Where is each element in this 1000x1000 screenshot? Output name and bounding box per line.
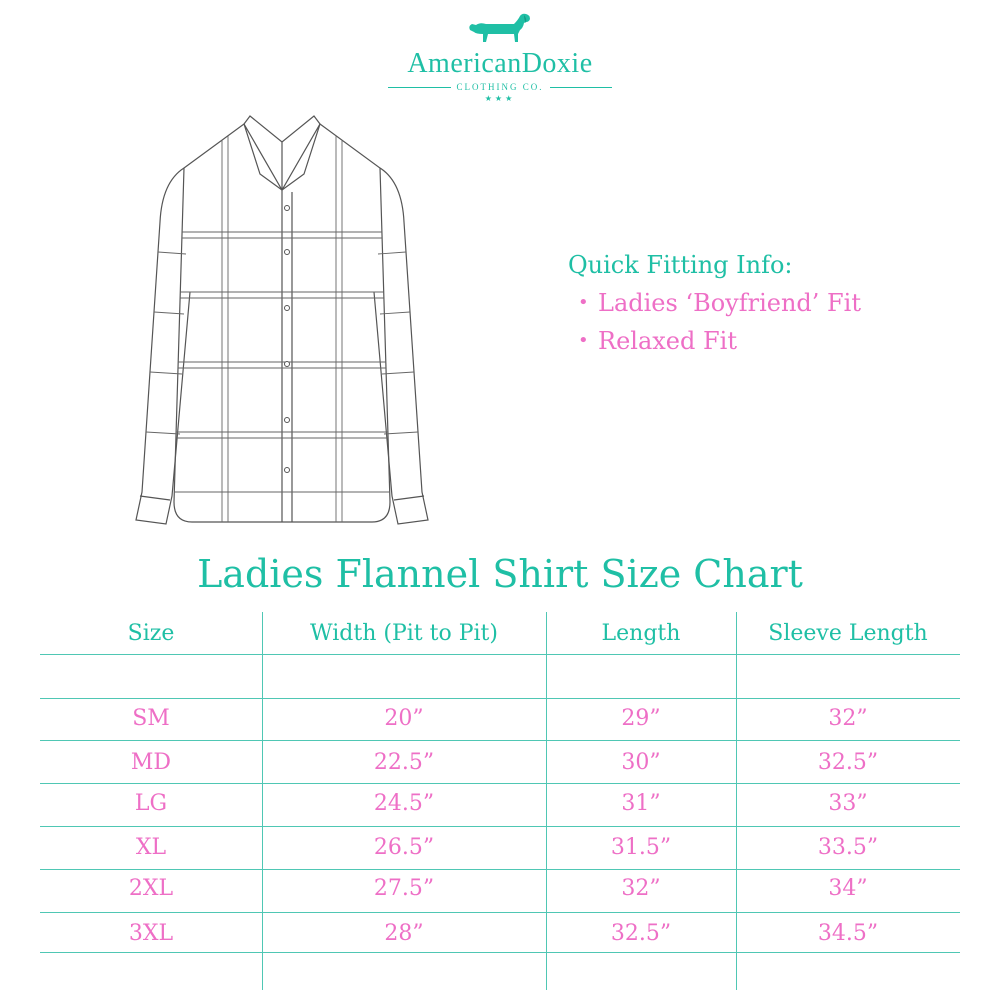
brand-subline xyxy=(388,82,612,92)
cell-sleeve-length: 34” xyxy=(828,876,868,901)
size-table xyxy=(40,612,960,992)
table-row xyxy=(40,914,960,954)
cell-width: 22.5” xyxy=(373,750,435,775)
cell-sleeve-length: 32” xyxy=(828,706,868,731)
column-header-sleeve-length: Sleeve Length xyxy=(768,621,928,646)
fitting-list xyxy=(568,284,968,360)
column-header-length: Length xyxy=(601,621,681,646)
cell-sleeve-length: 33” xyxy=(828,791,868,816)
cell-width: 26.5” xyxy=(373,835,435,860)
cell-width: 24.5” xyxy=(373,791,435,816)
table-row xyxy=(40,828,960,868)
row-divider xyxy=(40,826,960,827)
flannel-shirt-illustration xyxy=(132,112,432,542)
cell-size: XL xyxy=(135,835,167,860)
cell-width: 28” xyxy=(384,921,424,946)
row-divider xyxy=(40,740,960,741)
cell-sleeve-length: 32.5” xyxy=(817,750,879,775)
table-row xyxy=(40,743,960,783)
fitting-title: Quick Fitting Info: xyxy=(568,251,793,279)
column-header-width: Width (Pit to Pit) xyxy=(310,621,498,646)
dachshund-icon xyxy=(466,12,532,46)
cell-length: 31.5” xyxy=(610,835,672,860)
table-row xyxy=(40,784,960,824)
cell-length: 30” xyxy=(621,750,661,775)
fitting-item-text: Relaxed Fit xyxy=(598,327,737,355)
cell-size: SM xyxy=(132,706,170,731)
cell-size: 3XL xyxy=(128,921,174,946)
cell-size: LG xyxy=(134,791,168,816)
cell-length: 32” xyxy=(621,876,661,901)
cell-length: 29” xyxy=(621,706,661,731)
brand-stars: ★★★ xyxy=(484,94,516,103)
table-row xyxy=(40,869,960,909)
fitting-item-text: Ladies ‘Boyfriend’ Fit xyxy=(598,289,861,317)
cell-sleeve-length: 34.5” xyxy=(817,921,879,946)
row-divider xyxy=(40,912,960,913)
cell-size: 2XL xyxy=(128,876,174,901)
cell-sleeve-length: 33.5” xyxy=(817,835,879,860)
brand-logo xyxy=(380,12,620,102)
table-row xyxy=(40,699,960,739)
brand-subline-text: CLOTHING CO. xyxy=(456,82,544,92)
chart-title: Ladies Flannel Shirt Size Chart xyxy=(197,552,803,596)
quick-fitting-info xyxy=(568,250,968,360)
brand-name: AmericanDoxie xyxy=(407,48,593,79)
cell-size: MD xyxy=(130,750,172,775)
list-item: • Ladies ‘Boyfriend’ Fit xyxy=(578,289,861,317)
row-divider xyxy=(40,654,960,655)
cell-width: 27.5” xyxy=(373,876,435,901)
cell-length: 31” xyxy=(621,791,661,816)
cell-width: 20” xyxy=(384,706,424,731)
column-header-size: Size xyxy=(127,621,175,646)
list-item: • Relaxed Fit xyxy=(578,327,737,355)
cell-length: 32.5” xyxy=(610,921,672,946)
